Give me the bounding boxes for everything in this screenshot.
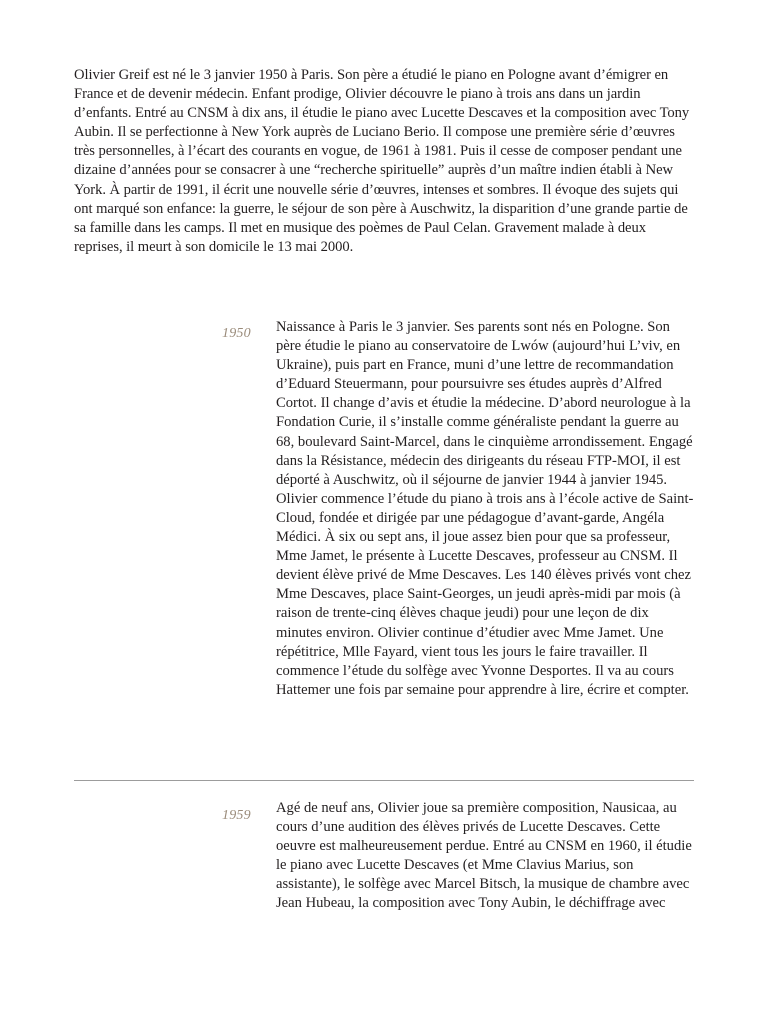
timeline-paragraph: Naissance à Paris le 3 janvier. Ses parents sont nés en Pologne. Son père étudie le piano au conservatoire de Lwów (aujourd’hui L’viv, en Ukraine), puis part en France, muni d’une lettre de recommandation d’Eduard Steuermann, pour poursuivre ses études auprès d’Alfred Cortot. Il change d’avis et étudie la médecine. D’abord neurologue à la Fondation Curie, il s’installe comme généraliste pendant la guerre au 68, boulevard Saint-Marcel, dans le cinquième arrondissement. Engagé dans la Résistance, médecin des dirigeants du réseau FTP-MOI, il est déporté à Auschwitz, où il séjourne de janvier 1944 à janvier 1945. [276, 319, 693, 488]
timeline-paragraph: Agé de neuf ans, Olivier joue sa première composition, Nausicaa, au cours d’une audition des élèves privés de Lucette Descaves. Cette oeuvre est malheureusement perdue. Entré au CNSM en 1960, il étudie le piano avec Lucette Descaves (et Mme Clavius Marius, son assistante), le solfège avec Marcel Bitsch, la musique de chambre avec Jean Hubeau, la composition avec Tony Aubin, le déchiffrage avec [276, 800, 692, 912]
timeline-year: 1950 [222, 326, 251, 341]
timeline-year: 1959 [222, 808, 251, 823]
timeline-paragraph: Olivier commence l’étude du piano à trois ans à l’école active de Saint-Cloud, fondée et dirigée par une pédagogue d’avant-garde, Angéla Médici. À six ou sept ans, il joue assez bien pour que sa professeur, Mme Jamet, le présente à Lucette Descaves, professeur au CNSM. Il devient élève privé de Mme Descaves. Les 140 élèves privés vont chez Mme Descaves, place Saint-Georges, un jeudi après-midi par mois (à raison de trente-cinq élèves chaque jeudi) pour une leçon de dix minutes environ. Olivier continue d’étudier avec Mme Jamet. Une répétitrice, Mlle Fayard, vient tous les jours le faire travailler. Il commence l’étude du solfège avec Yvonne Desportes. Il va au cours Hattemer une fois par semaine pour apprendre à lire, écrire et compter. [276, 490, 694, 698]
timeline-text [276, 799, 696, 914]
section-divider [74, 780, 694, 781]
timeline-text [276, 318, 696, 700]
biography-intro: Olivier Greif est né le 3 janvier 1950 à Paris. Son père a étudié le piano en Pologne avant d’émigrer en France et de devenir médecin. Enfant prodige, Olivier découvre le piano à trois ans dans un jardin d’enfants. Entré au CNSM à dix ans, il étudie le piano avec Lucette Descaves et la composition avec Tony Aubin. Il se perfectionne à New York auprès de Luciano Berio. Il compose une première série d’œuvres très personnelles, à l’écart des courants en vogue, de 1961 à 1981. Puis il cesse de composer pendant une dizaine d’années pour se consacrer à une “recherche spirituelle” auprès d’un maître indien établi à New York. À partir de 1991, il écrit une nouvelle série d’œuvres, intenses et sombres. Il évoque des sujets qui ont marqué son enfance: la guerre, le séjour de son père à Auschwitz, la disparition d’une grande partie de sa famille dans les camps. Il met en musique des poèmes de Paul Celan. Gravement malade à deux reprises, il meurt à son domicile le 13 mai 2000. [74, 67, 690, 255]
